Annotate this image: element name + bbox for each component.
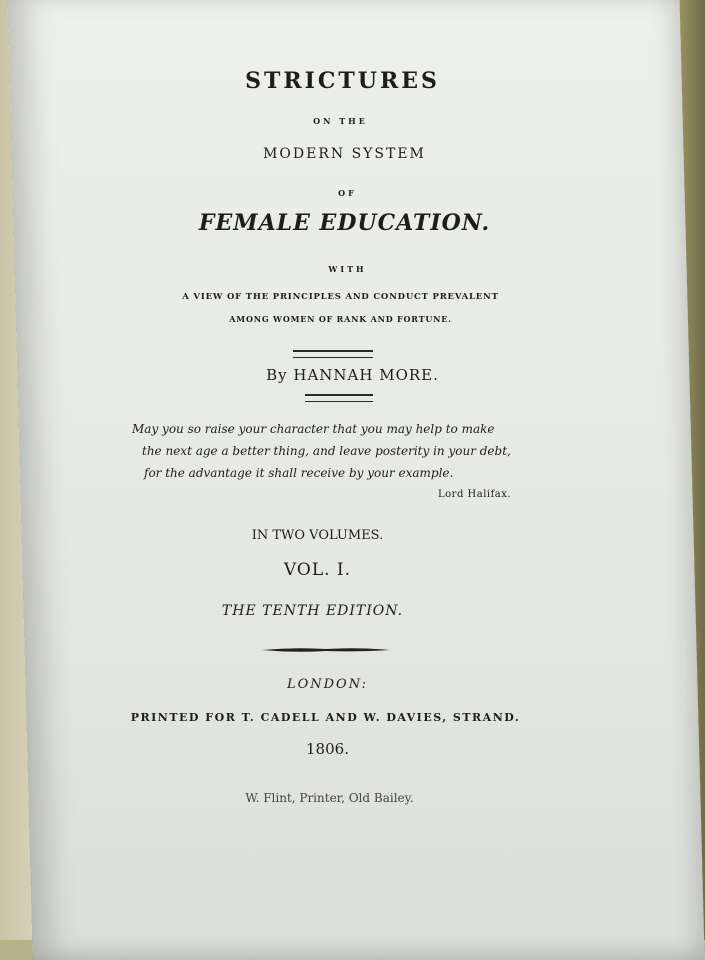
printer: W. Flint, Printer, Old Bailey. — [245, 791, 414, 805]
epigraph-line-3: for the advantage it shall receive by your example. — [144, 466, 454, 480]
volumes-note: IN TWO VOLUMES. — [251, 528, 384, 543]
subtitle: MODERN SYSTEM — [263, 146, 426, 162]
on-the-text: ON THE — [313, 116, 368, 126]
double-rule-top — [293, 350, 373, 358]
view-line-2: AMONG WOMEN OF RANK AND FORTUNE. — [229, 314, 452, 324]
author: By HANNAH MORE. — [266, 366, 439, 384]
ornamental-rule — [262, 646, 390, 654]
year: 1806. — [306, 740, 349, 758]
book-title: STRICTURES — [245, 68, 440, 94]
epigraph-line-1: May you so raise your character that you may help to make — [132, 422, 495, 436]
view-line-1: A VIEW OF THE PRINCIPLES AND CONDUCT PREVALENT — [182, 292, 499, 302]
of-text: OF — [338, 188, 357, 198]
city: LONDON: — [286, 677, 369, 692]
edition: THE TENTH EDITION. — [221, 603, 404, 619]
volume-number: VOL. I. — [283, 560, 352, 580]
epigraph-line-2: the next age a better thing, and leave posterity in your debt, — [142, 444, 511, 458]
main-title: FEMALE EDUCATION. — [198, 210, 491, 236]
printed-for: PRINTED FOR T. CADELL AND W. DAVIES, STRAND. — [130, 711, 521, 724]
with-text: WITH — [328, 264, 367, 274]
double-rule-bottom — [305, 394, 373, 402]
epigraph-attribution: Lord Halifax. — [438, 489, 512, 500]
